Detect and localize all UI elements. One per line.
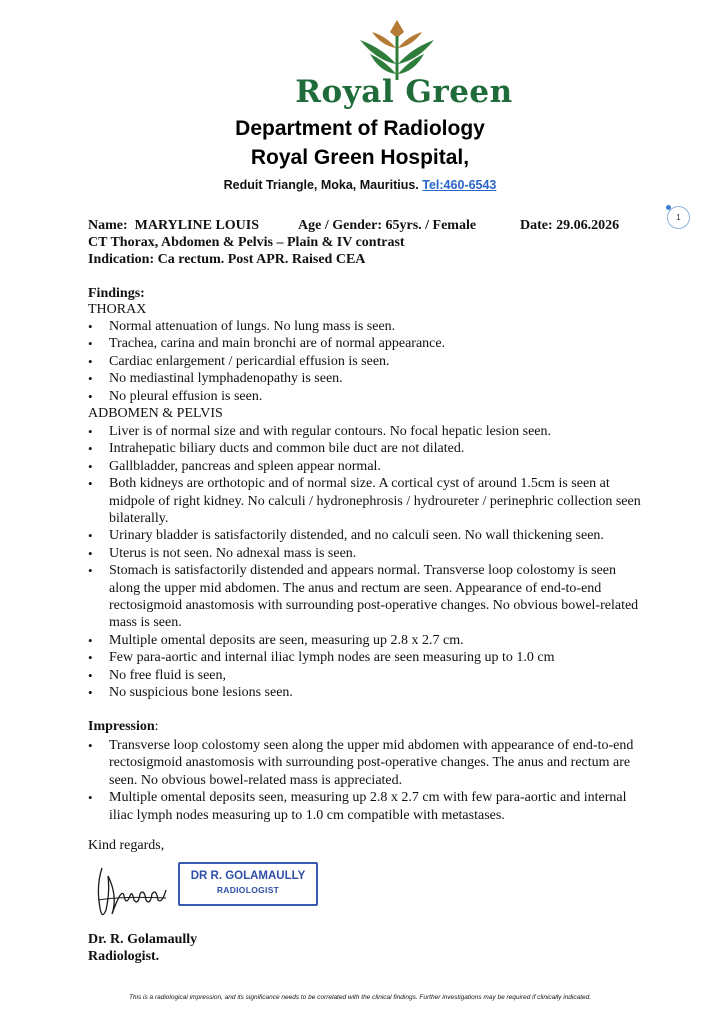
impression-title-line — [88, 718, 159, 735]
list-item: • Urinary bladder is satisfactorily distended, and no calculi seen. No wall thickening seen. — [88, 527, 648, 544]
page-badge-dot — [666, 205, 671, 210]
list-item: • Cardiac enlargement / pericardial effusion is seen. — [88, 353, 648, 370]
footer-disclaimer: This is a radiological impression, and its significance needs to be correlated with the clinical findings. Further investigations may be required if clinically indicated. — [128, 994, 592, 1001]
list-item: • Multiple omental deposits seen, measuring up 2.8 x 2.7 cm with few para-aortic and internal iliac lymph nodes measuring up to 1.0 cm compatible with metastases. — [88, 789, 648, 824]
list-item: • Multiple omental deposits are seen, measuring up 2.8 x 2.7 cm. — [88, 632, 648, 649]
list-item: • Both kidneys are orthotopic and of normal size. A cortical cyst of around 1.5cm is seen at midpole of right kidney. No calculi / hydronephrosis / hydroureter / perinephric collection seen bilaterally. — [88, 475, 648, 527]
patient-name-label: Name: — [88, 218, 128, 233]
impression-list — [88, 737, 648, 824]
patient-name: MARYLINE LOUIS — [134, 218, 260, 233]
address-line — [0, 178, 720, 192]
abdomen-heading: ADBOMEN & PELVIS — [88, 406, 223, 421]
signer-title: Radiologist. — [88, 949, 160, 964]
stamp-name: DR R. GOLAMAULLY — [190, 870, 306, 882]
list-item: • Transverse loop colostomy seen along the upper mid abdomen with appearance of end-to-end rectosigmoid anastomosis with surrounding post-operative changes. The anus and rectum are seen. No obvious bowel-related mass is appreciated. — [88, 737, 648, 789]
address-text: Reduit Triangle, Moka, Mauritius. — [223, 178, 419, 192]
list-item: • No pleural effusion is seen. — [88, 388, 648, 405]
abdomen-findings-list — [88, 423, 648, 702]
tel-link[interactable]: Tel:460-6543 — [422, 178, 497, 192]
age-gender-line — [298, 217, 476, 234]
list-item: • Gallbladder, pancreas and spleen appear normal. — [88, 458, 648, 475]
list-item: • Trachea, carina and main bronchi are of normal appearance. — [88, 335, 648, 352]
kind-regards: Kind regards, — [88, 838, 165, 853]
date-label: Date: — [520, 218, 553, 233]
radiologist-stamp — [178, 862, 318, 906]
list-item: • Normal attenuation of lungs. No lung mass is seen. — [88, 318, 648, 335]
list-item: • No free fluid is seen, — [88, 667, 648, 684]
list-item: • Stomach is satisfactorily distended and appears normal. Transverse loop colostomy is seen along the upper mid abdomen. The anus and rectum are seen. Appearance of end-to-end rectosigmoid anastomosis with surrounding post-operative changes. No obvious bowel-related mass is seen. — [88, 562, 648, 632]
indication: Indication: Ca rectum. Post APR. Raised CEA — [88, 252, 366, 267]
list-item: • Intrahepatic biliary ducts and common bile duct are not dilated. — [88, 440, 648, 457]
signer-name: Dr. R. Golamaully — [88, 932, 198, 947]
report-date: 29.06.2026 — [556, 218, 620, 233]
age-gender: 65yrs. / Female — [385, 218, 477, 233]
list-item: • No mediastinal lymphadenopathy is seen. — [88, 370, 648, 387]
study-title: CT Thorax, Abdomen & Pelvis – Plain & IV contrast — [88, 235, 405, 250]
hospital-logo-text: Royal Green — [295, 74, 513, 110]
impression-colon: : — [154, 719, 159, 734]
findings-title: Findings: — [88, 286, 145, 301]
list-item: • Few para-aortic and internal iliac lymph nodes are seen measuring up to 1.0 cm — [88, 649, 648, 666]
date-line — [520, 217, 619, 234]
department-title: Department of Radiology — [235, 117, 485, 140]
patient-name-line — [88, 217, 259, 234]
list-item: • Uterus is not seen. No adnexal mass is seen. — [88, 545, 648, 562]
list-item: • No suspicious bone lesions seen. — [88, 684, 648, 701]
thorax-heading: THORAX — [88, 302, 147, 317]
stamp-role: RADIOLOGIST — [216, 885, 280, 895]
hospital-title: Royal Green Hospital, — [250, 146, 470, 169]
impression-title: Impression — [88, 719, 155, 734]
age-gender-label: Age / Gender: — [298, 218, 382, 233]
page-number-badge: 1 — [667, 206, 690, 229]
thorax-findings-list — [88, 318, 648, 405]
list-item: • Liver is of normal size and with regular contours. No focal hepatic lesion seen. — [88, 423, 648, 440]
signature-image — [92, 856, 172, 926]
